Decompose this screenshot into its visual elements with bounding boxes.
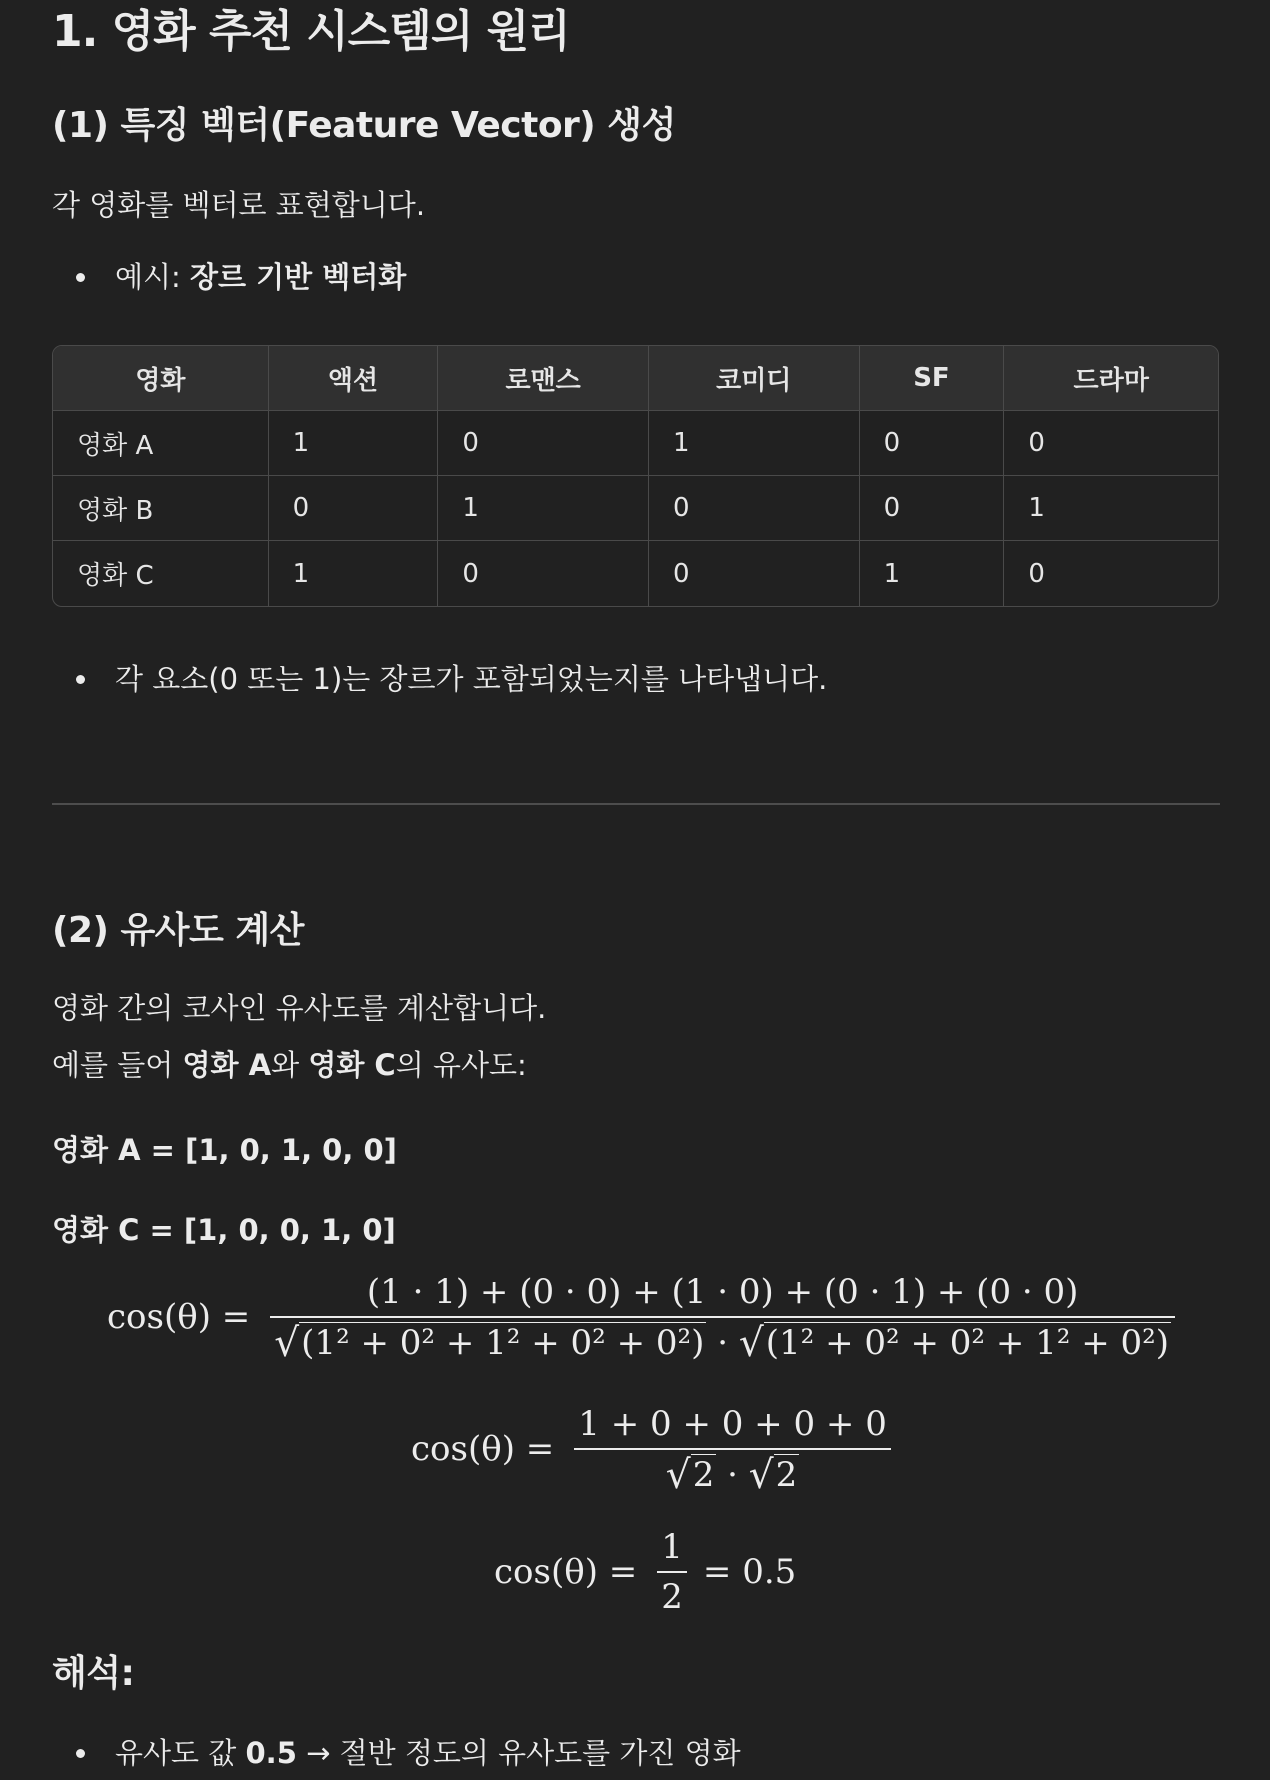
bullet-dot [76,273,85,282]
eq1-fraction [270,1272,1175,1366]
cosine-equation-3 [494,1527,796,1617]
bullet-text: 유사도 값 0.5 → 절반 정도의 유사도를 가진 영화 [115,1736,741,1770]
cosine-equation-2 [411,1404,897,1498]
table-cell: 0 [649,476,860,541]
table-cell: 0 [438,411,649,476]
vector-a: 영화 A = [1, 0, 1, 0, 0] [52,1133,397,1167]
table-cell: 1 [649,411,860,476]
bullet-dot [76,1749,85,1758]
genre-vector-table [52,345,1219,607]
similarity-line-1: 영화 간의 코사인 유사도를 계산합니다. [52,991,547,1025]
section-title: 1. 영화 추천 시스템의 원리 [52,6,570,57]
table-cell: 1 [269,411,439,476]
table-cell: 1 [269,541,439,606]
col-header-drama: 드라마 [1004,346,1218,411]
table-cell: 1 [860,541,1005,606]
feature-intro: 각 영화를 벡터로 표현합니다. [52,188,426,222]
table-cell: 0 [860,476,1005,541]
eq2-numerator: 1 + 0 + 0 + 0 + 0 [578,1404,887,1444]
table-cell: 영화 C [53,541,269,606]
table-cell: 영화 B [53,476,269,541]
table-cell: 0 [649,541,860,606]
interpretation-heading: 해석: [52,1653,135,1694]
feature-heading: (1) 특징 벡터(Feature Vector) 생성 [52,105,676,146]
eq1-lhs: cos(θ) = [107,1297,251,1338]
cosine-equation-1 [107,1272,1181,1366]
sqrt-a: √ (1² + 0² + 1² + 0² + 0²) [274,1320,705,1366]
col-header-romance: 로맨스 [438,346,649,411]
col-header-action: 액션 [269,346,439,411]
eq2-fraction [574,1404,891,1498]
eq3-fraction [657,1527,687,1617]
eq3-denominator: 2 [661,1576,683,1617]
col-header-movie: 영화 [53,346,269,411]
eq1-numerator: (1 · 1) + (0 · 0) + (1 · 0) + (0 · 1) + (0 · 0) [366,1272,1079,1312]
bullet-text: 예시: 장르 기반 벡터화 [115,260,407,294]
table-cell: 영화 A [53,411,269,476]
eq2-lhs: cos(θ) = [411,1429,555,1470]
bullet-text: 각 요소(0 또는 1)는 장르가 포함되었는지를 나타냅니다. [115,662,828,696]
table-cell: 0 [1028,558,1045,589]
table-header-row [53,346,1218,411]
vector-c: 영화 C = [1, 0, 0, 1, 0] [52,1213,396,1247]
table-cell: 1 [1004,476,1218,541]
eq2-denominator: √ 2 · √ 2 [665,1452,798,1498]
sqrt-c: √ (1² + 0² + 0² + 1² + 0²) [738,1320,1170,1366]
table-cell: 1 [438,476,649,541]
bullet-dot [76,675,85,684]
table-cell: 0 [269,476,439,541]
eq3-numerator: 1 [661,1527,683,1567]
similarity-line-2: 예를 들어 영화 A와 영화 C의 유사도: [52,1048,527,1082]
table-row [53,476,1218,541]
table-row [53,541,1218,606]
eq3-result: = 0.5 [702,1551,797,1592]
table-cell: 0 [438,541,649,606]
col-header-sf: SF [860,346,1005,411]
eq1-denominator: √ (1² + 0² + 1² + 0² + 0²) · √ (1² + 0² + 0² + 1² + 0²) [274,1320,1170,1366]
table-cell: 0 [860,411,1005,476]
similarity-heading: (2) 유사도 계산 [52,910,304,951]
section-divider [52,803,1220,805]
table-row [53,411,1218,476]
col-header-comedy: 코미디 [649,346,860,411]
eq3-lhs: cos(θ) = [494,1551,638,1592]
table-cell: 0 [1004,411,1218,476]
